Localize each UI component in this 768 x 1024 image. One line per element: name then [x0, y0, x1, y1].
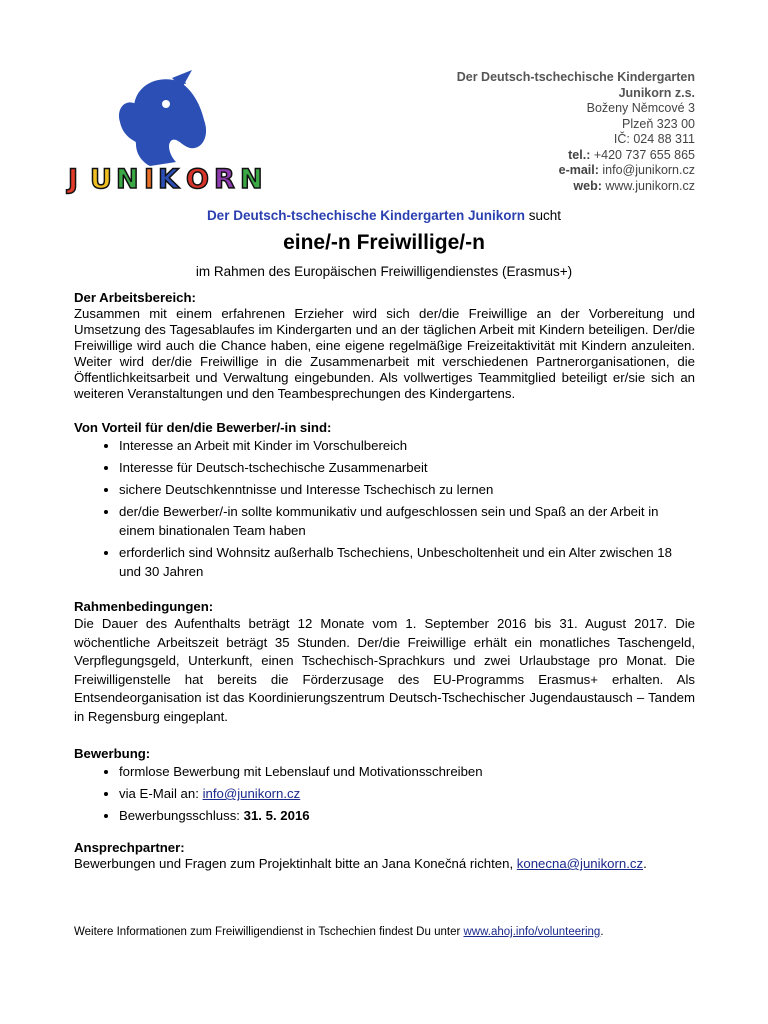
deadline-date: 31. 5. 2016	[243, 808, 310, 823]
contact-heading: Ansprechpartner:	[74, 840, 185, 855]
page-title: eine/-n Freiwillige/-n	[283, 231, 485, 254]
advantage-list	[74, 436, 695, 581]
unicorn-logo-icon	[64, 66, 274, 196]
phone-line: tel.: +420 737 655 865	[568, 147, 695, 162]
email-link[interactable]: info@junikorn.cz	[202, 786, 301, 801]
svg-text:K: K	[158, 164, 179, 195]
document-body	[74, 290, 695, 872]
application-heading: Bewerbung:	[74, 746, 151, 761]
junikorn-logo	[64, 66, 274, 196]
work-text: Zusammen mit einem erfahrenen Erzieher wird sich der/die Freiwillige an der Vorbereitung und Umsetzung des Tagesablaufes im Kindergarten und an der täglichen Arbeit mit Kindern beteiligen. Der/die Freiwillige wird auch die Chance haben, eine eigene regelmäßige Freizeitaktivität mit Kindern anzuleiten. Weiter wird der/die Freiwillige in die Zusammenarbeit mit verschiedenen Partnerorganisationen, die Öffentlichkeitsarbeit und Verwaltung eingebunden. Als vollwertiges Teammitglied beteiligt er/sie sich an weiteren Veranstaltungen und den Teambesprechungen des Kindergartens.	[74, 306, 695, 401]
svg-text:R: R	[214, 164, 235, 195]
list-item: • Interesse für Deutsch-tschechische Zusammenarbeit	[119, 458, 695, 477]
letterhead-address	[457, 70, 695, 194]
contact-email-link[interactable]: konecna@junikorn.cz	[516, 856, 644, 871]
contact-text: Bewerbungen und Fragen zum Projektinhalt bitte an Jana Konečná richten, konecna@junikorn.cz.	[74, 856, 647, 871]
company-id: IČ: 024 88 311	[613, 132, 695, 146]
web-line: web: www.junikorn.cz	[573, 178, 695, 193]
page-subtitle: im Rahmen des Europäischen Freiwilligendienstes (Erasmus+)	[195, 264, 573, 279]
org-name: Der Deutsch-tschechische Kindergarten	[456, 70, 695, 84]
org-name-legal: Junikorn z.s.	[618, 85, 695, 100]
svg-text:N: N	[240, 164, 263, 195]
list-item: • via E-Mail an: info@junikorn.cz	[119, 784, 695, 803]
list-item: • Bewerbungsschluss: 31. 5. 2016	[119, 806, 695, 825]
list-item: • erforderlich sind Wohnsitz außerhalb Tschechiens, Unbescholtenheit und ein Alter zwischen 18 und 30 Jahren	[119, 543, 695, 581]
svg-text:J: J	[68, 164, 79, 195]
intro-line: Der Deutsch-tschechische Kindergarten Junikorn sucht	[206, 208, 562, 223]
conditions-text: Die Dauer des Aufenthalts beträgt 12 Monate vom 1. September 2016 bis 31. August 2017. Die wöchentliche Arbeitszeit beträgt 35 Stunden. Der/die Freiwillige erhält ein monatliches Taschengeld, Verpflegungsgeld, Unterkunft, einen Tschechisch-Sprachkurs und zwei Urlaubstage pro Monat. Die Freiwilligenstelle hat bereits die Förderzusage des EU-Programms Erasmus+ erhalten. Als Entsendeorganisation ist das Koordinierungszentrum Deutsch-Tschechischer Jugendaustausch – Tandem in Regensburg eingeplant.	[74, 616, 695, 724]
footer-note: Weitere Informationen zum Freiwilligendienst in Tschechien findest Du unter www.ahoj.info/volunteering.	[74, 926, 604, 938]
application-list	[74, 762, 695, 825]
street: Boženy Němcové 3	[586, 101, 695, 115]
city: Plzeň 323 00	[622, 116, 695, 131]
svg-text:I: I	[144, 164, 155, 195]
list-item: • formlose Bewerbung mit Lebenslauf und Motivationsschreiben	[119, 762, 695, 781]
work-heading: Der Arbeitsbereich:	[74, 290, 196, 305]
advantage-heading: Von Vorteil für den/die Bewerber/-in sind:	[74, 420, 332, 435]
email-line: e-mail: info@junikorn.cz	[558, 163, 695, 177]
volunteering-link[interactable]: www.ahoj.info/volunteering	[463, 926, 601, 938]
svg-text:U: U	[90, 164, 112, 195]
list-item: • Interesse an Arbeit mit Kinder im Vorschulbereich	[119, 436, 695, 455]
svg-text:N: N	[116, 164, 139, 195]
list-item: • sichere Deutschkenntnisse und Interesse Tschechisch zu lernen	[119, 480, 695, 499]
conditions-heading: Rahmenbedingungen:	[74, 599, 214, 614]
svg-text:O: O	[186, 164, 209, 195]
list-item: • der/die Bewerber/-in sollte kommunikativ und aufgeschlossen sein und Spaß an der Arbeit in einem binationalen Team haben	[119, 502, 695, 540]
